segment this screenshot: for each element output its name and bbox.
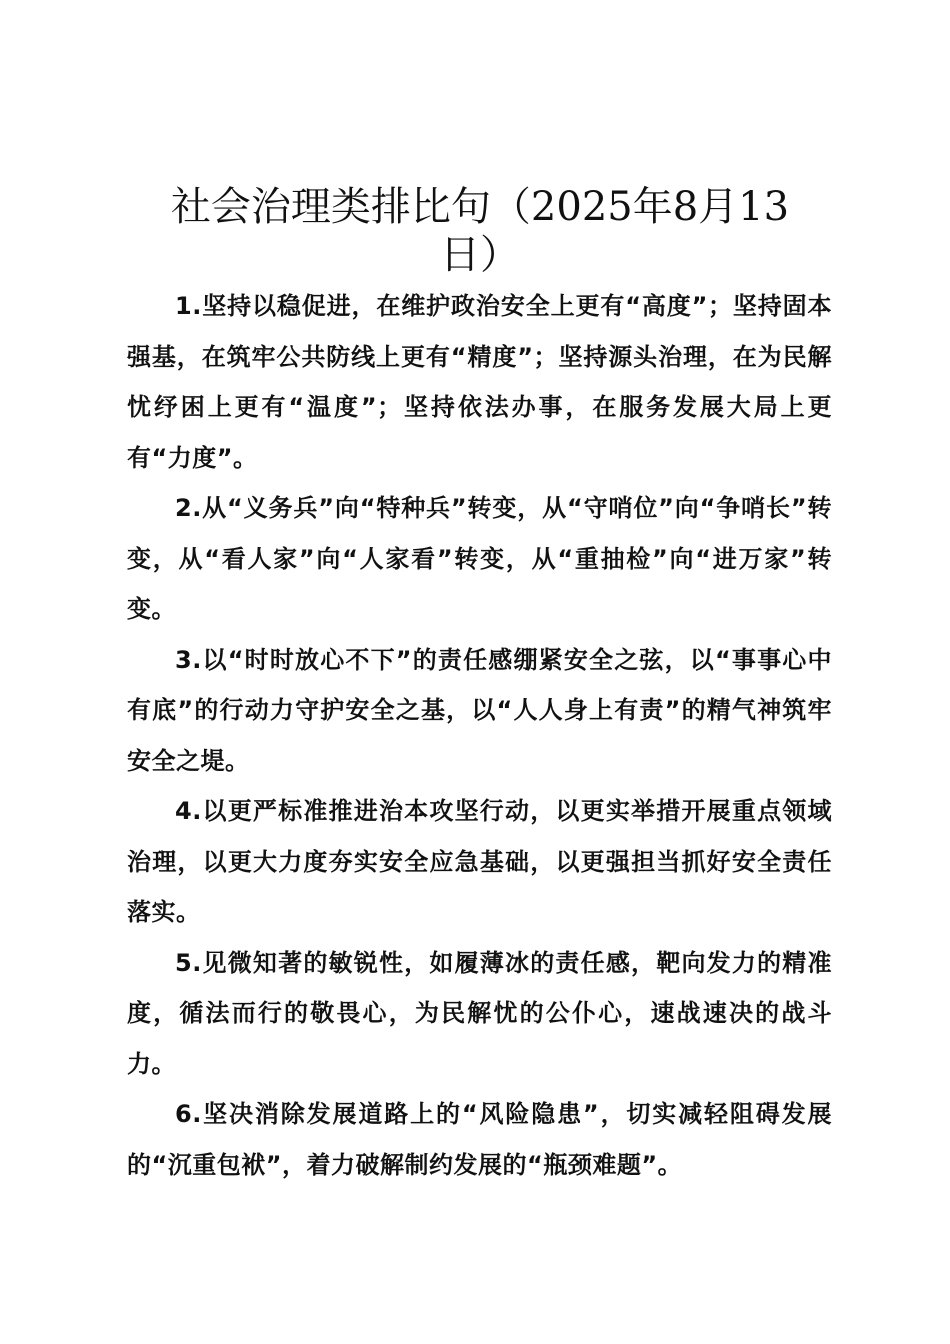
paragraph-3: 3.以“时时放心不下”的责任感绷紧安全之弦，以“事事心中有底”的行动力守护安全之基，以“人人身上有责”的精气神筑牢安全之堤。 xyxy=(127,645,832,775)
document-title: 社会治理类排比句（2025年8月13日） xyxy=(170,184,790,278)
paragraph-6: 6.坚决消除发展道路上的“风险隐患”，切实减轻阻碍发展的“沉重包袱”，着力破解制约发展的“瓶颈难题”。 xyxy=(127,1100,832,1179)
paragraph-1: 1.坚持以稳促进，在维护政治安全上更有“高度”；坚持固本强基，在筑牢公共防线上更有“精度”；坚持源头治理，在为民解忧纾困上更有“温度”；坚持依法办事，在服务发展大局上更有“力度”。 xyxy=(127,292,832,472)
paragraph-4: 4.以更严标准推进治本攻坚行动，以更实举措开展重点领域治理，以更大力度夯实安全应急基础，以更强担当抓好安全责任落实。 xyxy=(127,797,832,926)
document-body xyxy=(127,281,832,1190)
paragraph-2: 2.从“义务兵”向“特种兵”转变，从“守哨位”向“争哨长”转变，从“看人家”向“人家看”转变，从“重抽检”向“进万家”转变。 xyxy=(127,494,832,623)
paragraph-5: 5.见微知著的敏锐性，如履薄冰的责任感，靶向发力的精准度，循法而行的敬畏心，为民解忧的公仆心，速战速决的战斗力。 xyxy=(127,948,832,1078)
